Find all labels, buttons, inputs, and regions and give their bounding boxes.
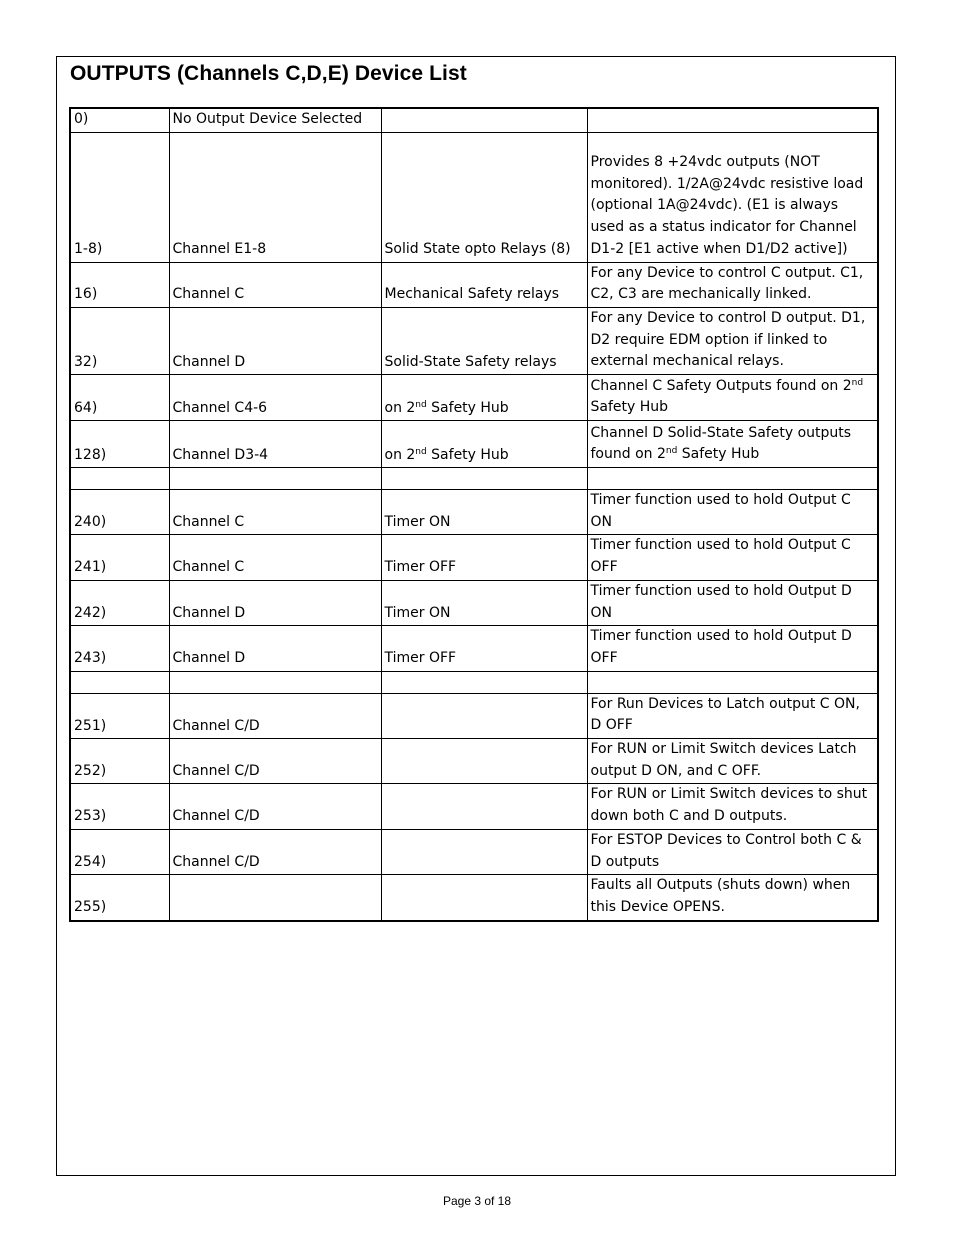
channel-cell: Channel C xyxy=(169,490,381,535)
table-row xyxy=(70,671,878,693)
type-cell: Solid State opto Relays (8) xyxy=(381,132,587,262)
page-title: OUTPUTS (Channels C,D,E) Device List xyxy=(70,62,467,85)
type-cell: Mechanical Safety relays xyxy=(381,262,587,307)
channel-cell: Channel D xyxy=(169,580,381,625)
table-row xyxy=(70,108,878,132)
type-cell xyxy=(381,875,587,921)
type-cell: Timer ON xyxy=(381,580,587,625)
channel-cell: Channel C xyxy=(169,262,381,307)
description-cell: Timer function used to hold Output C OFF xyxy=(587,535,878,580)
code-cell: 64) xyxy=(70,375,169,421)
code-cell: 32) xyxy=(70,307,169,374)
description-cell: For any Device to control D output. D1, D2 require EDM option if linked to external mechanical relays. xyxy=(587,307,878,374)
channel-cell: Channel C/D xyxy=(169,693,381,738)
code-cell: 128) xyxy=(70,421,169,468)
description-cell: Timer function used to hold Output C ON xyxy=(587,490,878,535)
channel-cell: Channel C xyxy=(169,535,381,580)
device-list-table xyxy=(69,107,879,922)
description-cell xyxy=(587,671,878,693)
table-row xyxy=(70,580,878,625)
code-cell: 251) xyxy=(70,693,169,738)
description-cell: Channel C Safety Outputs found on 2nd Safety Hub xyxy=(587,375,878,421)
table-row xyxy=(70,693,878,738)
channel-cell: Channel C/D xyxy=(169,784,381,829)
channel-cell: Channel C/D xyxy=(169,829,381,874)
channel-cell xyxy=(169,875,381,921)
code-cell: 16) xyxy=(70,262,169,307)
description-cell: For ESTOP Devices to Control both C & D outputs xyxy=(587,829,878,874)
table-row xyxy=(70,375,878,421)
type-cell: Solid-State Safety relays xyxy=(381,307,587,374)
description-cell: For RUN or Limit Switch devices Latch output D ON, and C OFF. xyxy=(587,739,878,784)
description-cell: For Run Devices to Latch output C ON, D OFF xyxy=(587,693,878,738)
description-cell: Faults all Outputs (shuts down) when this Device OPENS. xyxy=(587,875,878,921)
type-cell: Timer OFF xyxy=(381,626,587,671)
channel-cell: Channel D3-4 xyxy=(169,421,381,468)
table-row xyxy=(70,784,878,829)
code-cell: 255) xyxy=(70,875,169,921)
code-cell: 1-8) xyxy=(70,132,169,262)
type-cell xyxy=(381,671,587,693)
code-cell xyxy=(70,671,169,693)
type-cell xyxy=(381,739,587,784)
description-cell: Timer function used to hold Output D OFF xyxy=(587,626,878,671)
code-cell: 243) xyxy=(70,626,169,671)
channel-cell: Channel C/D xyxy=(169,739,381,784)
table-row xyxy=(70,468,878,490)
code-cell: 242) xyxy=(70,580,169,625)
table-row xyxy=(70,262,878,307)
code-cell: 253) xyxy=(70,784,169,829)
table-row xyxy=(70,875,878,921)
channel-cell: Channel D xyxy=(169,307,381,374)
table-row xyxy=(70,421,878,468)
type-cell xyxy=(381,784,587,829)
description-cell xyxy=(587,108,878,132)
channel-cell: Channel D xyxy=(169,626,381,671)
code-cell: 0) xyxy=(70,108,169,132)
description-cell: For RUN or Limit Switch devices to shut down both C and D outputs. xyxy=(587,784,878,829)
channel-cell xyxy=(169,671,381,693)
type-cell: on 2nd Safety Hub xyxy=(381,375,587,421)
channel-cell xyxy=(169,468,381,490)
channel-cell: Channel C4-6 xyxy=(169,375,381,421)
description-cell: Provides 8 +24vdc outputs (NOT monitored). 1/2A@24vdc resistive load (optional 1A@24vdc). (E1 is always used as a status indicator for Channel D1-2 [E1 active when D1/D2 active]) xyxy=(587,132,878,262)
description-cell: Timer function used to hold Output D ON xyxy=(587,580,878,625)
table-row xyxy=(70,829,878,874)
code-cell: 254) xyxy=(70,829,169,874)
page-footer: Page 3 of 18 xyxy=(442,1194,512,1208)
table-row xyxy=(70,626,878,671)
type-cell: Timer ON xyxy=(381,490,587,535)
channel-cell: No Output Device Selected xyxy=(169,108,381,132)
code-cell: 240) xyxy=(70,490,169,535)
type-cell xyxy=(381,108,587,132)
table-row xyxy=(70,490,878,535)
table-row xyxy=(70,739,878,784)
type-cell: on 2nd Safety Hub xyxy=(381,421,587,468)
description-cell: Channel D Solid-State Safety outputs found on 2nd Safety Hub xyxy=(587,421,878,468)
channel-cell: Channel E1-8 xyxy=(169,132,381,262)
code-cell: 252) xyxy=(70,739,169,784)
table-row xyxy=(70,535,878,580)
table-row xyxy=(70,132,878,262)
code-cell xyxy=(70,468,169,490)
code-cell: 241) xyxy=(70,535,169,580)
type-cell xyxy=(381,468,587,490)
description-cell: For any Device to control C output. C1, C2, C3 are mechanically linked. xyxy=(587,262,878,307)
table-row xyxy=(70,307,878,374)
type-cell: Timer OFF xyxy=(381,535,587,580)
description-cell xyxy=(587,468,878,490)
type-cell xyxy=(381,829,587,874)
type-cell xyxy=(381,693,587,738)
